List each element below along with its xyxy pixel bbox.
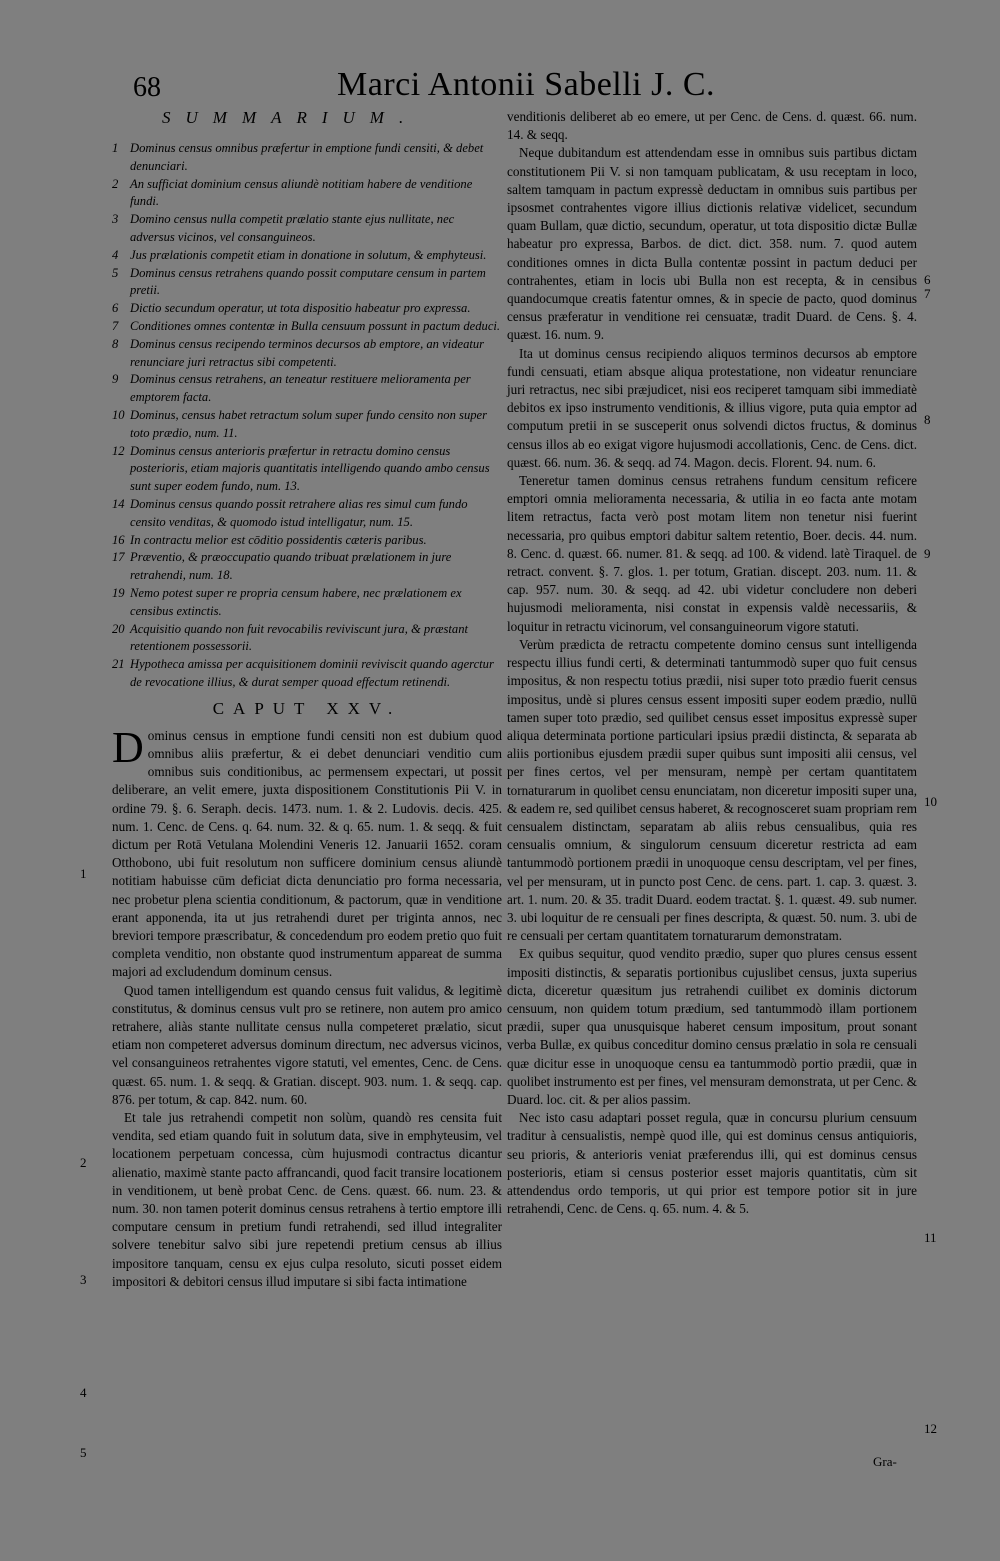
summarium-item-number: 19 (112, 585, 125, 600)
margin-number: 2 (80, 1155, 87, 1170)
page-header (0, 62, 1000, 106)
catchword: Gra- (873, 1454, 897, 1469)
summarium-item-text: Præventio, & præoccupatio quando tribuat prælationem in jure retrahendi, num. 18. (130, 550, 452, 583)
summarium-item-number: 5 (112, 265, 119, 280)
summarium-item-number: 14 (112, 496, 125, 511)
summarium-item (112, 211, 502, 247)
summarium-item-text: An sufficiat dominium census aliundè notitiam habere de venditione fundi. (130, 176, 473, 209)
paragraph: Verùm prædicta de retractu competente domino census sunt intelligenda respectu illius fundi certi, & determinati tantummodò super quo fuit census impositus, & non respectu totius prædii, nisi super toto prædio fuerit census impositus, undè si plures census essent impositi super eodem prædio, nullū tamen super toto prædio, sed quilibet census esset impositus expressè super aliqua determinata portione particulari ipsius prædii distincta, & separata ab aliis portionibus ejusdem prædii super quibus sunt impositi alii census, vel per fines certos, vel per mensuram, nempè per certam quantitatem tornaturarum in quolibet censu enunciatam, non diceretur impositi super una, & eadem re, sed quilibet census haberet, & recognosceret suam propriam rem censualem distinctam, separatam ab aliis rebus censualibus, quia res censualis omnium, & singulorum censuum diceretur restricta ad eam tantummodò portionem prædii in unoquoque censu descriptam, vel per fines, vel per mensuram, ut in puncto post Cenc. de cens. part. 1. cap. 3. quæst. 3. art. 1. num. 20. & 35. tradit Duard. eodem tractat. §. 1. quæst. 49. sub numer. 3. ubi loquitur de re censuali per fines descripta, & quæst. 50. num. 3. ubi de re censuali per certam quantitatem tornaturarum demonstratam. (507, 636, 917, 944)
paragraph: Teneretur tamen dominus census retrahens fundum censitum reficere emptori omnia melioramenta necessaria, & utilia in eo facta ante motam litem retractus, facta verò post motam litem non tenetur nisi fuerint necessaria, pro quibus emptori dabitur saltem retentio, Boer. decis. 44. num. 8. Cenc. d. quæst. 66. numer. 81. & seqq. ad 100. & vidend. latè Tiraquel. de retract. convent. §. 7. glos. 1. per totum, Gratian. discept. 203. num. 11. & cap. 957. num. 30. & seqq. ad 42. ubi videtur concludere non deberi hujusmodi melioramenta, nisi constat in expensis valdè necessariis, & loquitur in retractu vicinorum, vel consanguineorum vigore statuti. (507, 473, 917, 634)
paragraph (112, 722, 502, 982)
summarium-item (112, 336, 502, 372)
summarium-item-text: Dominus census retrahens quando possit computare censum in partem pretii. (130, 265, 486, 298)
paragraph: Ex quibus sequitur, quod vendito prædio, super quo plures census essent impositi distinctis, & separatis portionibus cujuslibet census, juxta superius dicta, diceretur quæsitum jus retrahendi cuilibet ex dominis dictorum censuum, non quidem totum prædium, sed tantummodò illam portionem prædii, super qua unusquisque haberet censum impositum, prout sonant verba Bullæ, ex quibus conceditur domino census prælatio in sola re censuali quæ dicitur esse in unoquoque censu ea tantummodò portio prædii, quæ in quolibet instrumento est per fines, vel mensuram demonstrata, ut per Cenc. & Duard. loc. cit. & per alios passim. (507, 946, 917, 1107)
summarium-item (112, 318, 502, 336)
summarium-item-text: Dominus census recipendo terminos decursos ab emptore, an videatur renunciare juri retractus sibi competenti. (130, 336, 485, 369)
summarium-item-number: 6 (112, 301, 119, 316)
summarium-item-number: 8 (112, 336, 119, 351)
summarium-item (112, 140, 502, 176)
drop-cap: D (112, 722, 144, 772)
summarium-item-number: 12 (112, 443, 125, 458)
margin-number: 8 (924, 412, 931, 427)
summarium-item-text: Jus prælationis competit etiam in donatione in solutum, & emphyteusi. (130, 247, 487, 262)
summarium-item-text: Dictio secundum operatur, ut tota dispositio habeatur pro expressa. (130, 301, 471, 316)
summarium-item (112, 407, 502, 443)
paragraph: Et tale jus retrahendi competit non solùm, quandò res censita fuit vendita, sed etiam quando fuit in solutum data, sive in emphyteusim, vel locationem perpetuam concessa, cùm hujusmodi contractus dicantur alienatio, maximè stante pacto affrancandi, quod facit transire locationem in venditionem, ut benè probat Cenc. de Cens. quæst. 66. num. 23. & num. 30. non tamen poterit dominus census retrahens à tertio emptore illi computare censum in pretium fundi retrahendi, sed illud integraliter solvere tenebitur salvo sibi jure repetendi pretium census ab illius impositore tanquam, censu ex ejus culpa resoluto, sicuti posset eidem impositori & debitori census illud imputare si sibi facta intimatione (112, 1109, 502, 1289)
margin-number: 12 (924, 1421, 937, 1436)
margin-number: 6 (924, 272, 931, 287)
summarium-item-number: 10 (112, 407, 125, 422)
summarium-list (112, 140, 502, 692)
summarium-item-text: Hypotheca amissa per acquisitionem dominii reviviscit quando agerctur de revocatione illius, & durat semper quoad effectum retinendi. (130, 657, 494, 689)
paragraph: Ita ut dominus census recipiendo aliquos terminos decursos ab emptore fundi censuati, etiam absque aliqua protestatione, non videatur renunciare juri retractus, nec sibi præjudicet, nisi eos reciperet tamquam sibi immediatè debitos ex ipso instrumento venditionis, & illius vigore, puta quia emptor ad computum pretii in se susceperit onus solvendi dictos fructus, & dominus census illos ab eo exigat vigore hujusmodi accollationis, Cenc. de Cens. dict. quæst. 66. num. 36. & seqq. ad 74. Magon. decis. Florent. 94. num. 6. (507, 345, 917, 470)
right-column (507, 108, 917, 1218)
summarium-item-text: Dominus census anterioris præfertur in retractu domino census posterioris, etiam majoris quantitatis intelligendo quando ambo census sunt super eodem fundo, num. 13. (130, 443, 490, 494)
summarium-item-text: In contractu melior est cōditio possidentis cæteris paribus. (130, 532, 427, 547)
summarium-item-text: Conditiones omnes contentæ in Bulla censuum possunt in pactum deduci. (130, 318, 501, 333)
summarium-item-number: 16 (112, 532, 125, 547)
summarium-item-text: Dominus census quando possit retrahere alias res simul cum fundo censito venditas, & quomodo istud intelligatur, num. 15. (130, 496, 468, 529)
summarium-item-text: Dominus census omnibus præfertur in emptione fundi censiti, & debet denunciari. (130, 141, 484, 173)
summarium-item-number: 20 (112, 621, 125, 636)
margin-number: 11 (924, 1230, 937, 1245)
summarium-item (112, 443, 502, 496)
summarium-item (112, 265, 502, 301)
paragraph: Quod tamen intelligendum est quando census fuit validus, & legitimè constitutus, & dominus census vult pro se retinere, non autem pro amico retrahere, aliàs stante nullitate census nulla competeret prælatio, sicut etiam non competeret adversus dominum directum, nec adversus vicinos, vel consanguineos retrahentes vigore statuti, vel ementes, Cenc. de Cens. quæst. 65. num. 1. & seqq. & Gratian. discept. 903. num. 1. & seqq. cap. 876. per totum, & cap. 842. num. 60. (112, 982, 502, 1107)
summarium-item-text: Dominus census retrahens, an teneatur restituere melioramenta per emptorem facta. (130, 372, 471, 405)
summarium-item (112, 176, 502, 212)
summarium-item (112, 549, 502, 585)
margin-number: 4 (80, 1385, 87, 1400)
margin-number: 5 (80, 1445, 87, 1460)
paragraph-text: ominus census in emptione fundi censiti non est dubium quod omnibus aliis præfertur, & ei debet denunciari venditio cum omnibus suis conditionibus, ac permensem expectari, ut possit deliberare, an velit emere, juxta dispositionem Constitutionis Pii V. in ordine 79. §. 6. Seraph. decis. 1473. num. 1. & 2. Ludovis. decis. 425. num. 1. Cenc. de Cens. q. 64. num. 32. & q. 65. num. 1. & seqq. & fuit dictum per Rotā Vetulana Molendini Veneris 12. Januarii 1652. coram Otthobono, ubi fuit resolutum non sufficere dominium census aliundè notitiam habuisse cūm deficiat dicta denunciatio pro forma necessaria, nec probetur plena scientia conditionum, & pactorum, quæ in venditione erant apponenda, ita ut jus retrahendi duret per triginta annos, nec breviori tempore præscribatur, & concedendum pro eodem pretio quo fuit completa venditio, non obstante quod instrumentum appareat de summa majori ad excludendum dominum census. (112, 727, 502, 980)
summarium-item (112, 371, 502, 407)
summarium-heading: SUMMARIUM. (162, 108, 419, 127)
summarium-item-number: 1 (112, 141, 119, 155)
margin-number: 1 (80, 866, 87, 881)
margin-number: 3 (80, 1272, 87, 1287)
summarium-item-text: Domino census nulla competit prælatio stante ejus nullitate, nec adversus vicinos, vel consanguineos. (130, 212, 455, 244)
summarium-item-number: 4 (112, 247, 119, 262)
summarium-item-number: 3 (112, 212, 119, 227)
paragraph: Neque dubitandum est attendendam esse in omnibus suis partibus dictam constitutionem Pii V. si non tamquam publicatam, & usu receptam in loco, saltem tamquam in pactum expressè deductam in omnibus suis partibus per ipsosmet contrahentes vigore illius dictionis relativæ videlicet, secundum quam Bullam, quæ dictio, secundum, operatur, ut tota dispositio dictæ Bullæ habeatur pro expressa, Barbos. de dict. dict. 358. num. 7. quod autem conditiones omnes in dicta Bulla contentæ possint in pactum deduci per contrahentes, etiam in locis ubi Bulla non est recepta, & in censibus quandocumque creatis fatentur omnes, & in specie de pacto, quod dominus census præferatur in venditione rei censuatæ, tradit Duard. de Cens. §. 4. quæst. 16. num. 9. (507, 145, 917, 343)
summarium-item-text: Acquisitio quando non fuit revocabilis reviviscunt jura, & præstant retentionem possessorii. (130, 621, 469, 654)
paragraph: Nec isto casu adaptari posset regula, quæ in concursu plurium censuum traditur à censualistis, nempè quod ille, qui est dominus census antiquioris, seu prioris, & anterioris veniat præferendus illi, qui est dominus census posterioris, etiam si census posterior esset majoris quantitatis, cùm sit attendendus ordo temporis, ut qui prior est tempore potior sit in jure retrahendi, Cenc. de Cens. q. 65. num. 4. & 5. (507, 1110, 917, 1217)
margin-number: 7 (924, 286, 931, 301)
summarium-item-number: 17 (112, 550, 125, 565)
summarium-item (112, 532, 502, 550)
summarium-item (112, 585, 502, 621)
summarium-item-text: Dominus, census habet retractum solum super fundo censito non super toto prædio, num. 11. (130, 407, 488, 440)
summarium-item-number: 9 (112, 372, 119, 387)
summarium-item (112, 656, 502, 692)
running-title: Marci Antonii Sabelli J. C. (337, 66, 716, 103)
summarium-item-number: 21 (112, 657, 125, 672)
margin-number: 10 (924, 794, 937, 809)
margin-number: 9 (924, 546, 931, 561)
summarium-item (112, 300, 502, 318)
summarium-item-text: Nemo potest super re propria censum habere, nec prælationem ex censibus extinctis. (130, 585, 462, 618)
left-column (112, 108, 502, 1291)
page-number: 68 (133, 72, 161, 103)
summarium-item (112, 496, 502, 532)
summarium-item-number: 2 (112, 176, 119, 191)
chapter-title: CAPUT XXV. (212, 698, 402, 718)
summarium-item (112, 247, 502, 265)
paragraph: venditionis deliberet ab eo emere, ut per Cenc. de Cens. d. quæst. 66. num. 14. & seqq. (507, 109, 917, 143)
summarium-item-number: 7 (112, 318, 119, 333)
summarium-item (112, 621, 502, 657)
